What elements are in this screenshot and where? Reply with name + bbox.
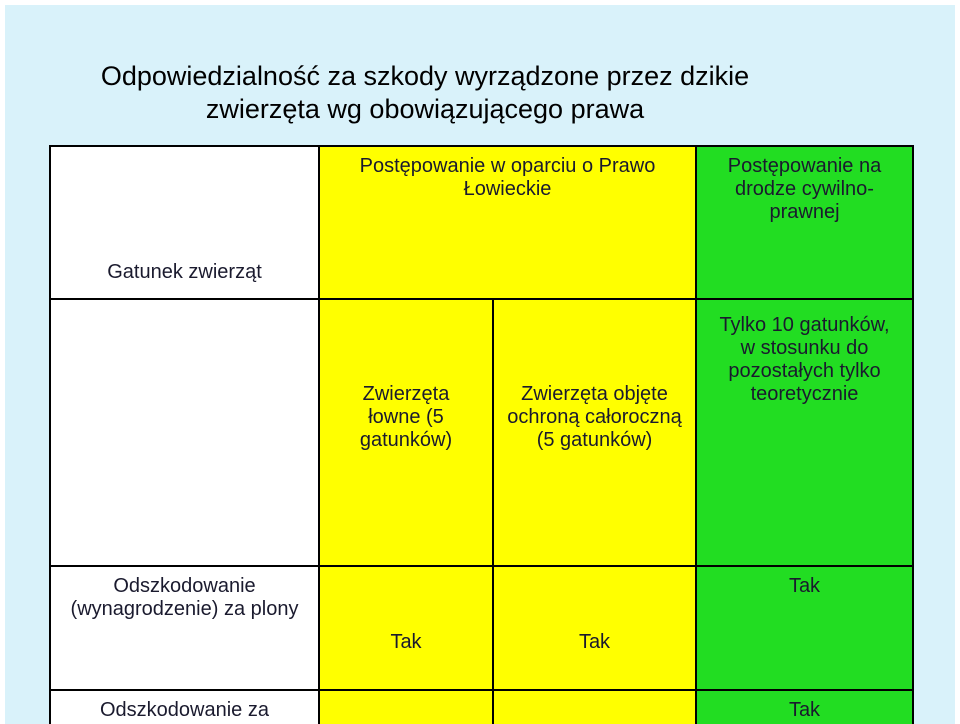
subheader-civil-note-text: Tylko 10 gatunków, w stosunku do pozostałych tylko teoretycznie bbox=[719, 314, 890, 405]
row-crops-civil-cell bbox=[695, 565, 914, 691]
subheader-civil-note-cell bbox=[695, 298, 914, 567]
title-line-2: zwierzęta wg obowiązującego prawa bbox=[205, 94, 645, 124]
row-crops-label-text: Odszkodowanie (wynagrodzenie) za plony bbox=[70, 575, 299, 620]
header-species-cell bbox=[49, 145, 320, 300]
subheader-game-animals-text: Zwierzęta łowne (5 gatunków) bbox=[359, 383, 453, 451]
row-second-label-cell bbox=[49, 689, 320, 724]
row-crops-protected-cell bbox=[492, 565, 697, 691]
row-second-label-text: Odszkodowanie za bbox=[100, 699, 269, 721]
row-second-protected-cell bbox=[492, 689, 697, 724]
header-civil-law-text: Postępowanie na drodze cywilno-prawnej bbox=[727, 155, 882, 223]
row-second-civil-cell bbox=[695, 689, 914, 724]
slide-title bbox=[5, 60, 845, 126]
row-crops-label-cell bbox=[49, 565, 320, 691]
header-hunting-law-text: Postępowanie w oparciu o Prawo Łowieckie bbox=[359, 155, 656, 200]
row-crops-civil-value: Tak bbox=[788, 575, 821, 597]
slide bbox=[5, 5, 955, 724]
row-second-civil-value: Tak bbox=[788, 699, 821, 721]
row-crops-protected-value: Tak bbox=[578, 630, 611, 653]
subheader-game-animals-cell bbox=[318, 298, 494, 567]
row-crops-game-cell bbox=[318, 565, 494, 691]
subheader-protected-animals-cell bbox=[492, 298, 697, 567]
subheader-empty-cell bbox=[49, 298, 320, 567]
title-line-1: Odpowiedzialność za szkody wyrządzone przez dzikie bbox=[100, 61, 750, 91]
header-civil-law-cell bbox=[695, 145, 914, 300]
subheader-protected-animals-text: Zwierzęta objęte ochroną całoroczną (5 gatunków) bbox=[507, 383, 682, 451]
header-hunting-law-cell bbox=[318, 145, 697, 300]
header-species-text: Gatunek zwierząt bbox=[107, 261, 262, 283]
row-second-game-cell bbox=[318, 689, 494, 724]
row-crops-game-value: Tak bbox=[390, 630, 422, 653]
